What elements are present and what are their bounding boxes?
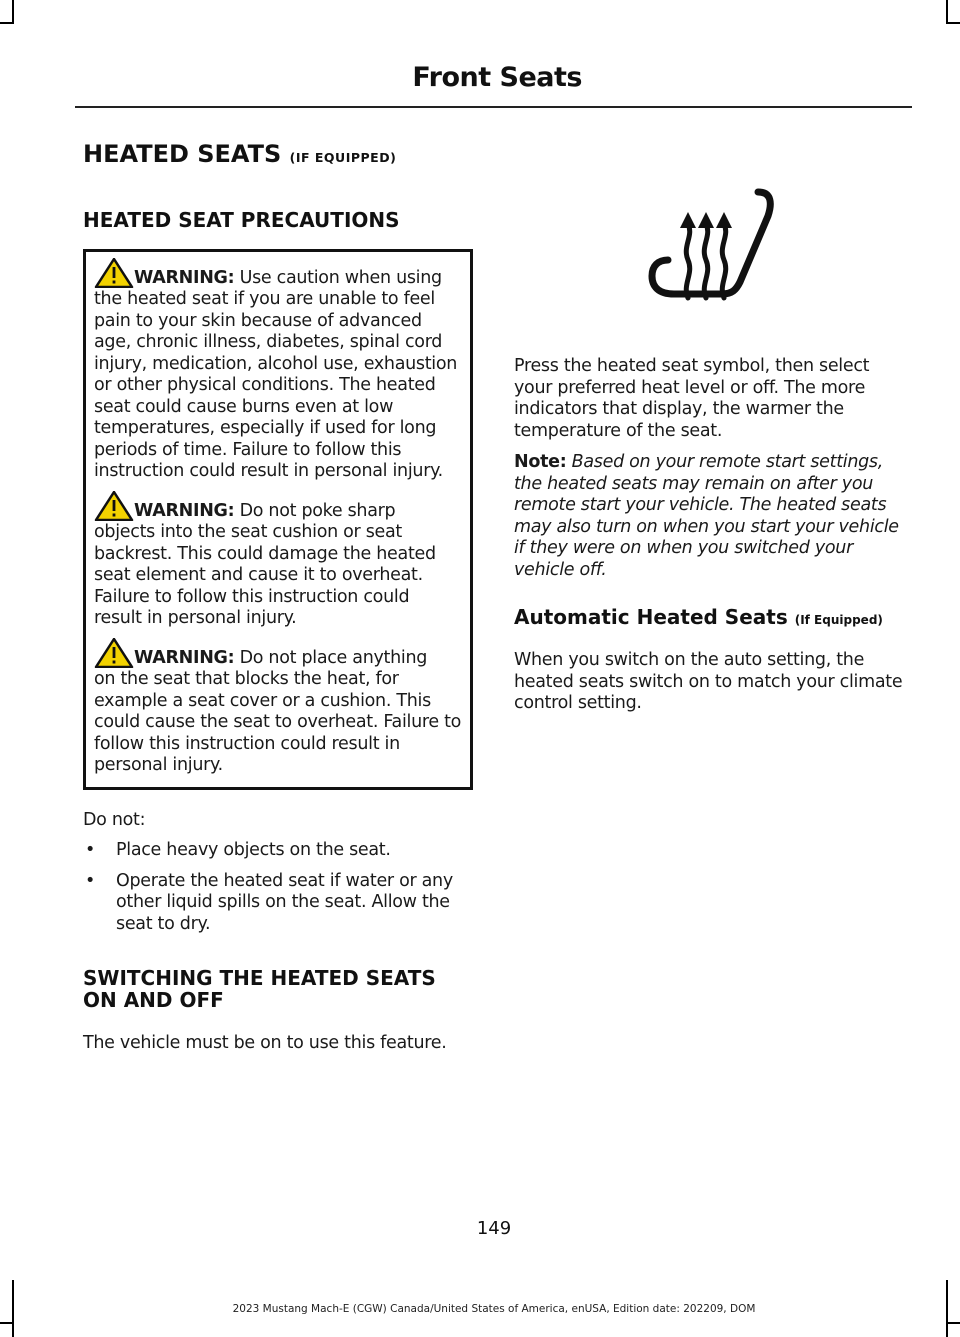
warning-first-line — [94, 501, 462, 523]
bullet-glyph: • — [85, 840, 96, 861]
section-title-text: HEATED SEATS — [83, 140, 282, 168]
warning-text-first: Use caution when using — [234, 267, 442, 288]
note-paragraph — [514, 452, 909, 581]
crop-mark — [946, 1322, 960, 1324]
switching-title: SWITCHING THE HEATED SEATS ON AND OFF — [83, 966, 436, 1013]
warning-triangle-icon — [94, 638, 134, 668]
note-text: Based on your remote start settings, the heated seats may remain on after you remote start your vehicle. The heated seats may also turn on when you start your vehicle if they were on when you switched your vehicle off. — [514, 452, 899, 580]
warning-first-line — [94, 268, 462, 290]
switching-text: The vehicle must be on to use this feature. — [83, 1033, 447, 1054]
crop-mark — [946, 22, 960, 24]
auto-text: When you switch on the auto setting, the heated seats switch on to match your climate control setting. — [514, 650, 903, 713]
crop-mark — [946, 0, 948, 22]
section-qualifier: (IF EQUIPPED) — [289, 150, 397, 165]
heated-seat-icon — [648, 186, 778, 302]
crop-mark — [0, 22, 14, 24]
warning-box — [83, 249, 473, 790]
list-item-text: Place heavy objects on the seat. — [116, 840, 391, 861]
do-not-intro: Do not: — [83, 809, 146, 830]
warning-text-first: Do not poke sharp — [234, 500, 396, 521]
warning-2 — [94, 501, 462, 630]
list-item-text: Operate the heated seat if water or any other liquid spills on the seat. Allow the seat to dry. — [116, 870, 453, 934]
crop-mark — [0, 1322, 14, 1324]
warning-triangle-icon — [94, 258, 134, 288]
warning-text: objects into the seat cushion or seat backrest. This could damage the heated seat element and cause it to overheat. Failure to follow this instruction could result in personal injury. — [94, 522, 436, 629]
header-rule — [75, 106, 912, 108]
section-title — [83, 140, 473, 169]
warning-label: WARNING: — [134, 647, 235, 668]
warning-text-first: Do not place anything — [234, 647, 428, 668]
do-not-list — [83, 840, 473, 935]
bullet-glyph: • — [85, 870, 96, 891]
crop-mark — [12, 0, 14, 22]
press-instructions: Press the heated seat symbol, then select your preferred heat level or off. The more indicators that display, the warmer the temperature of the seat. — [514, 356, 870, 441]
auto-qualifier: (If Equipped) — [794, 613, 883, 627]
auto-title-text: Automatic Heated Seats — [514, 605, 788, 629]
auto-heated-seats-title — [514, 606, 909, 631]
warning-text: on the seat that blocks the heat, for example a seat cover or a cushion. This could cause the seat to overheat. Failure to follow this instruction could result in personal injury. — [94, 669, 462, 776]
footer-edition: 2023 Mustang Mach-E (CGW) Canada/United States of America, enUSA, Edition date: 202209, DOM — [232, 1303, 756, 1315]
warning-first-line — [94, 648, 462, 670]
right-column — [514, 356, 909, 715]
note-label: Note: — [514, 452, 567, 472]
warning-1 — [94, 268, 462, 483]
list-item — [83, 840, 473, 862]
warning-label: WARNING: — [134, 500, 235, 521]
list-item — [83, 871, 473, 936]
left-column — [83, 140, 473, 1055]
warning-text: the heated seat if you are unable to feel pain to your skin because of advanced age, chronic illness, diabetes, spinal cord injury, medication, alcohol use, exhaustion or other physical conditions. The heated seat could cause burns even at low temperatures, especially if used for long periods of time. Failure to follow this instruction could result in personal injury. — [94, 289, 458, 482]
warning-3 — [94, 648, 462, 777]
precautions-title: HEATED SEAT PRECAUTIONS — [83, 207, 400, 232]
warning-label: WARNING: — [134, 267, 235, 288]
page-number: 149 — [476, 1218, 512, 1239]
page-header-title: Front Seats — [412, 62, 582, 93]
warning-triangle-icon — [94, 491, 134, 521]
